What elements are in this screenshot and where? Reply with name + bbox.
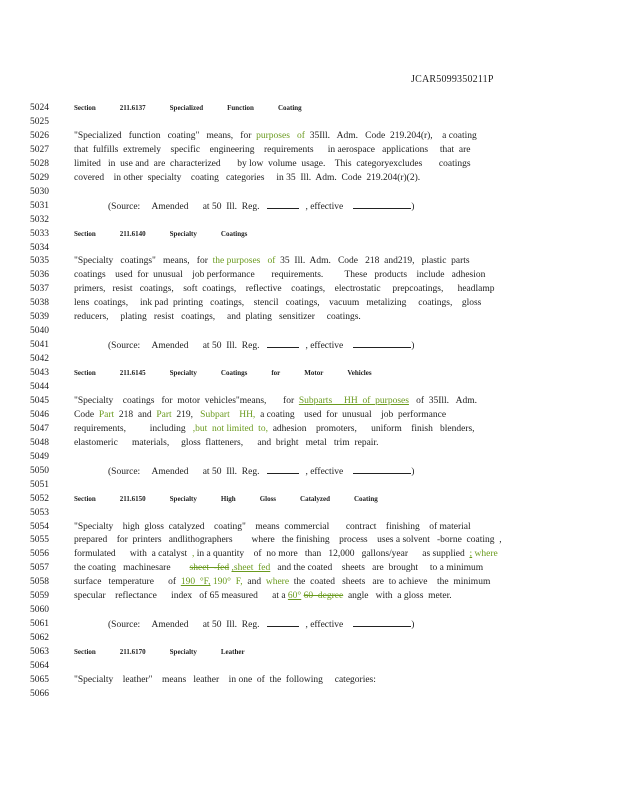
amended-text: ,but not limited to, — [192, 423, 268, 434]
amended-text: Subparts HH of purposes — [298, 395, 409, 406]
line-number: 5052 — [30, 493, 49, 504]
section-heading-part: Leather — [220, 648, 245, 657]
section-heading-part: for — [271, 369, 281, 378]
section-heading-part: Section — [74, 104, 96, 112]
line-number: 5058 — [30, 577, 49, 588]
line-number: 5050 — [30, 465, 49, 476]
line-number: 5038 — [30, 298, 49, 309]
document-line — [0, 101, 618, 115]
text-segment: 35Ill. Adm. — [428, 395, 478, 406]
document-line — [0, 296, 618, 310]
document-line — [0, 282, 618, 296]
line-number: 5039 — [30, 312, 49, 323]
document-line — [0, 645, 618, 659]
line-number: 5030 — [30, 186, 49, 197]
text-segment: 35 Ill. Adm. Code 218 and219, plastic parts — [275, 256, 470, 267]
section-heading — [74, 645, 269, 659]
document-line — [0, 492, 618, 506]
document-line — [0, 520, 618, 534]
register-blank — [267, 617, 299, 627]
section-heading-part: High — [220, 494, 236, 503]
source-text: (Source: Amended at 50 Ill. Reg. — [108, 620, 260, 631]
section-heading-part: 211.6145 — [119, 369, 146, 378]
document-line — [0, 324, 618, 338]
text-segment: and the coated sheets are brought to a minimum — [270, 563, 484, 574]
line-number: 5035 — [30, 256, 49, 267]
document-line — [0, 547, 618, 561]
section-heading-part: Section — [74, 369, 96, 378]
document-line — [0, 157, 618, 171]
section-heading-part: Motor — [304, 369, 324, 378]
text-line: coatings used for unusual job performance requirements. These products include adhesion — [74, 270, 486, 281]
document-line — [0, 561, 618, 575]
section-heading-part: 211.6140 — [119, 229, 146, 238]
document-line — [0, 436, 618, 450]
section-heading-part: Function — [227, 104, 254, 112]
text-line — [74, 422, 475, 436]
text-segment: requirements, including — [74, 423, 193, 434]
amended-text: 190° F, — [212, 577, 243, 588]
source-note: (Source: Amended at 50 Ill. Reg. , effective ) — [108, 617, 414, 632]
document-line — [0, 617, 618, 631]
document-line — [0, 171, 618, 185]
document-line — [0, 659, 618, 673]
section-heading-part: 211.6170 — [119, 648, 146, 657]
text-segment: the coated sheets are to achieve the minimum — [289, 577, 491, 588]
document-line — [0, 687, 618, 701]
section-heading-part: Gloss — [259, 494, 277, 503]
line-number: 5056 — [30, 549, 49, 560]
document-line — [0, 673, 618, 687]
line-number: 5025 — [30, 116, 49, 127]
register-blank — [267, 199, 299, 209]
amended-text: Part — [156, 409, 172, 420]
effective-label: effective — [310, 620, 344, 631]
line-number: 5034 — [30, 242, 49, 253]
amended-text: where — [265, 577, 290, 588]
text-segment: 219, — [171, 409, 201, 420]
amended-text: , — [191, 549, 195, 560]
section-heading-part: Section — [74, 494, 96, 503]
document-line — [0, 129, 618, 143]
section-heading — [74, 101, 326, 115]
line-number: 5061 — [30, 619, 49, 630]
section-heading-part: Coatings — [220, 229, 248, 238]
line-number: 5024 — [30, 103, 49, 113]
amended-text: ; — [469, 549, 473, 560]
document-line — [0, 408, 618, 422]
amended-text: purposes of — [256, 130, 305, 141]
text-line: lens coatings, ink pad printing coatings, stencil coatings, vacuum metalizing coatings, gloss — [74, 298, 482, 309]
amended-text: 60 degree — [303, 591, 344, 602]
register-blank — [267, 464, 299, 474]
text-line — [74, 129, 477, 143]
document-line — [0, 185, 618, 199]
text-line — [74, 547, 498, 561]
date-blank — [353, 464, 411, 474]
effective-label: effective — [310, 201, 344, 212]
line-number: 5063 — [30, 647, 49, 658]
line-number: 5062 — [30, 633, 49, 644]
text-line — [74, 561, 483, 575]
document-id: JCAR5099350211P — [411, 74, 494, 85]
text-segment: "Specialized function coating" means, for — [74, 130, 257, 141]
line-number: 5028 — [30, 158, 49, 169]
line-number: 5057 — [30, 563, 49, 574]
text-segment: Code — [74, 409, 99, 420]
text-segment: "Specialty coatings" means, for — [74, 256, 213, 267]
line-number: 5042 — [30, 354, 49, 365]
text-line: elastomeric materials, gloss flatteners, and bright metal trim repair. — [74, 437, 379, 448]
document-line — [0, 310, 618, 324]
document-line — [0, 631, 618, 645]
document-line — [0, 254, 618, 268]
document-line — [0, 603, 618, 617]
document-line — [0, 575, 618, 589]
line-number: 5049 — [30, 451, 49, 462]
section-heading-part: 211.6150 — [119, 494, 146, 503]
document-line — [0, 268, 618, 282]
section-heading — [74, 366, 396, 380]
text-segment: of — [408, 395, 429, 406]
document-line — [0, 143, 618, 157]
document-line — [0, 506, 618, 520]
document-line — [0, 227, 618, 241]
date-blank — [353, 199, 411, 209]
document-line — [0, 589, 618, 603]
line-number: 5032 — [30, 214, 49, 225]
section-heading-part: Specialty — [169, 494, 197, 503]
line-number: 5031 — [30, 200, 49, 211]
text-segment: surface temperature of — [74, 577, 181, 588]
line-number: 5040 — [30, 326, 49, 337]
amended-text: ,sheet fed — [231, 563, 271, 574]
section-heading-part: Coating — [277, 104, 302, 112]
line-number: 5027 — [30, 144, 49, 155]
text-line — [74, 589, 452, 603]
source-text: (Source: Amended at 50 Ill. Reg. — [108, 466, 260, 477]
document-line — [0, 199, 618, 213]
date-blank — [353, 338, 411, 348]
text-line — [74, 394, 477, 408]
document-line — [0, 464, 618, 478]
line-number: 5041 — [30, 340, 49, 351]
document-line — [0, 394, 618, 408]
text-segment: "Specialty coatings for motor vehicles"means, for — [74, 395, 299, 406]
line-number: 5055 — [30, 535, 49, 546]
line-number: 5047 — [30, 423, 49, 434]
source-note: (Source: Amended at 50 Ill. Reg. , effective ) — [108, 464, 414, 479]
amended-text: 60° — [287, 591, 302, 602]
document-line — [0, 213, 618, 227]
document-line — [0, 338, 618, 352]
line-number: 5054 — [30, 521, 49, 532]
source-text: (Source: Amended at 50 Ill. Reg. — [108, 341, 260, 352]
source-note: (Source: Amended at 50 Ill. Reg. , effective ) — [108, 199, 414, 214]
text-line: limited in use and are characterized by low volume usage. This categoryexcludes coatings — [74, 158, 471, 169]
document-line — [0, 380, 618, 394]
line-number: 5029 — [30, 172, 49, 183]
line-number: 5026 — [30, 130, 49, 141]
line-number: 5037 — [30, 284, 49, 295]
source-note: (Source: Amended at 50 Ill. Reg. , effective ) — [108, 338, 414, 353]
line-number: 5044 — [30, 382, 49, 392]
line-number: 5065 — [30, 674, 49, 685]
text-segment: angle with a gloss meter. — [343, 591, 452, 602]
amended-text: sheet -fed — [189, 563, 230, 574]
section-heading-part: Specialty — [169, 648, 197, 657]
section-heading-part: Catalyzed — [300, 494, 330, 503]
line-number: 5059 — [30, 591, 49, 602]
line-number: 5045 — [30, 395, 49, 406]
date-blank — [353, 617, 411, 627]
section-heading-part: Vehicles — [347, 369, 372, 378]
line-number: 5036 — [30, 270, 49, 281]
section-heading-part: Section — [74, 648, 96, 657]
line-number: 5060 — [30, 605, 49, 616]
text-segment: a coating used for unusual job performance — [255, 409, 447, 420]
line-number: 5051 — [30, 479, 49, 490]
section-heading-part: Specialty — [169, 369, 197, 378]
line-number: 5046 — [30, 409, 49, 420]
text-line: "Specialty high gloss catalyzed coating" means commercial contract finishing of material — [74, 521, 471, 532]
text-line: "Specialty leather" means leather in one of the following categories: — [74, 674, 376, 685]
section-heading — [74, 492, 402, 506]
section-heading-part: Specialty — [169, 229, 197, 238]
section-heading-part: Specialized — [169, 104, 204, 112]
section-heading — [74, 227, 271, 241]
register-blank — [267, 338, 299, 348]
text-segment: 35Ill. Adm. Code 219.204(r), a coating — [304, 130, 477, 141]
document-line — [0, 241, 618, 255]
text-line: primers, resist coatings, soft coatings, reflective coatings, electrostatic prepcoatings, headlamp — [74, 284, 495, 295]
text-line: that fulfills extremely specific engineering requirements in aerospace applications that are — [74, 144, 471, 155]
line-number: 5043 — [30, 368, 49, 379]
line-number: 5066 — [30, 688, 49, 699]
section-heading-part: Coating — [353, 494, 378, 503]
text-segment: in a quantity of no more than 12,000 gallons/year as supplied — [194, 549, 470, 560]
section-heading-part: 211.6137 — [119, 104, 146, 112]
text-line: prepared for printers andlithographers where the finishing process uses a solvent -borne coating , — [74, 535, 502, 546]
document-line — [0, 450, 618, 464]
document-line — [0, 115, 618, 129]
text-line — [74, 254, 470, 268]
text-line: covered in other specialty coating categories in 35 Ill. Adm. Code 219.204(r)(2). — [74, 172, 421, 183]
document-line — [0, 422, 618, 436]
effective-label: effective — [310, 341, 344, 352]
amended-text: Part — [98, 409, 115, 420]
text-segment: adhesion promoters, uniform finish blenders, — [267, 423, 475, 434]
document-line — [0, 533, 618, 547]
document-line — [0, 352, 618, 366]
text-segment: 218 and — [114, 409, 157, 420]
section-heading-part: Coatings — [220, 369, 248, 378]
document-line — [0, 366, 618, 380]
line-number: 5033 — [30, 228, 49, 239]
source-text: (Source: Amended at 50 Ill. Reg. — [108, 201, 260, 212]
amended-text: 190 °F, — [180, 577, 211, 588]
section-heading-part: Section — [74, 229, 96, 238]
text-segment: the coating machinesare — [74, 563, 190, 574]
amended-text: where — [474, 549, 498, 560]
text-line: reducers, plating resist coatings, and plating sensitizer coatings. — [74, 312, 361, 323]
text-segment: specular reflectance index of 65 measured at a — [74, 591, 288, 602]
amended-text: Subpart HH, — [200, 409, 256, 420]
amended-text: the purposes of — [212, 256, 276, 267]
line-number: 5048 — [30, 437, 49, 448]
line-number: 5053 — [30, 507, 49, 518]
effective-label: effective — [310, 466, 344, 477]
text-line — [74, 408, 446, 422]
text-line — [74, 575, 490, 589]
text-segment: and — [242, 577, 266, 588]
text-segment: formulated with a catalyst — [74, 549, 192, 560]
line-number: 5064 — [30, 661, 49, 671]
document-line — [0, 478, 618, 492]
